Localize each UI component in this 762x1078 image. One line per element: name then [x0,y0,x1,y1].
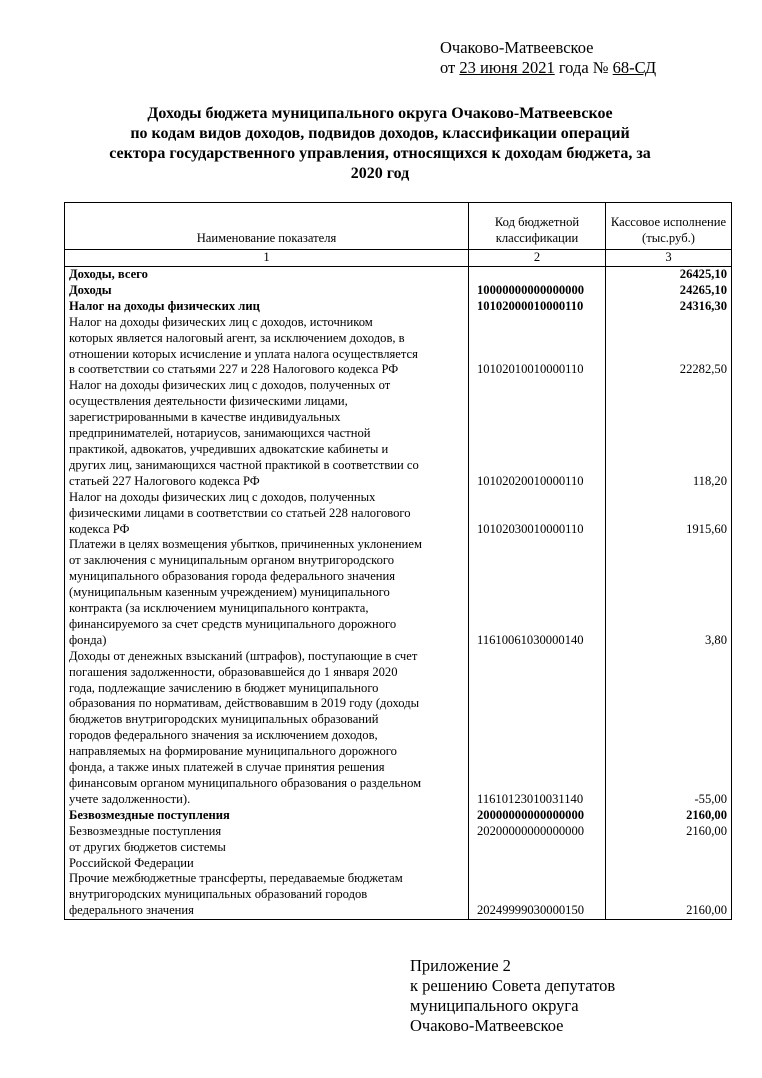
decision-prefix: от [440,58,460,77]
row-code-cell: 20000000000000000 [469,808,606,824]
appendix-line-2: к решению Совета депутатов [410,976,616,995]
column-number-row [65,250,732,267]
table-row [65,871,732,919]
row-name-cell: Прочие межбюджетные трансферты, передаваемые бюджетам внутригородских муниципальных образований городов федерального значения [65,871,469,919]
table-row [65,378,732,489]
row-name-cell: Доходы, всего [65,267,469,283]
appendix-line-3: муниципального округа [410,996,579,1015]
table-row [65,490,732,538]
row-code-cell: 11610061030000140 [469,537,606,648]
row-value-cell: 24265,10 [606,283,732,299]
row-code-cell: 10102020010000110 [469,378,606,489]
row-code-cell: 10102000010000110 [469,299,606,315]
table-row [65,299,732,315]
table-row [65,283,732,299]
title-line-2: по кодам видов доходов, подвидов доходов, классификации операций [130,125,630,142]
title-line-3: сектора государственного управления, относящихся к доходам бюджета, за [109,145,651,162]
row-value-cell: -55,00 [606,649,732,808]
row-name-cell: Налог на доходы физических лиц с доходов, источником которых является налоговый агент, за исключением доходов, в отношении которых исчисление и уплата налога осуществляется в соответствии со статьями 227 и 228 Налогового кодекса РФ [65,315,469,379]
header-name-cell: Наименование показателя [65,203,469,250]
row-value-cell: 2160,00 [606,824,732,872]
column-number-3: 3 [606,250,732,267]
row-name-cell: Безвозмездные поступления от других бюджетов системы Российской Федерации [65,824,469,872]
decision-number: 68-СД [612,58,657,77]
header-district: Очаково-Матвеевское [440,38,594,57]
table-body [65,267,732,920]
appendix-line-4: Очаково-Матвеевское [410,1016,564,1035]
row-value-cell: 1915,60 [606,490,732,538]
table-row [65,649,732,808]
row-name-cell: Платежи в целях возмещения убытков, причиненных уклонением от заключения с муниципальным органом внутригородского муниципального образования города федерального значения (муниципальным казенным учреждением) муниципального контракта (за исключением муниципального контракта, финансируемого за счет средств муниципального дорожного фонда) [65,537,469,648]
row-value-cell: 2160,00 [606,871,732,919]
row-value-cell: 2160,00 [606,808,732,824]
table-row [65,537,732,648]
column-number-2: 2 [469,250,606,267]
revenue-table [64,202,732,920]
row-value-cell: 24316,30 [606,299,732,315]
document-title [66,104,694,184]
appendix-note [410,956,615,1036]
title-line-1: Доходы бюджета муниципального округа Очаково-Матвеевское [147,105,613,122]
decision-mid: года № [554,58,613,77]
row-name-cell: Доходы [65,283,469,299]
row-code-cell: 10102030010000110 [469,490,606,538]
row-value-cell: 26425,10 [606,267,732,283]
row-name-cell: Безвозмездные поступления [65,808,469,824]
row-value-cell: 118,20 [606,378,732,489]
row-code-cell: 10000000000000000 [469,283,606,299]
table-header-row [65,203,732,250]
table-row [65,267,732,283]
table-row [65,824,732,872]
row-name-cell: Доходы от денежных взысканий (штрафов), поступающие в счет погашения задолженности, образовавшейся до 1 января 2020 года, подлежащие зачислению в бюджет муниципального образования по нормативам, действовавшим в 2019 году (доходы бюджетов внутригородских муниципальных образований городов федерального значения за исключением доходов, направляемых на формирование муниципального дорожного фонда, а также иных платежей в случае принятия решения финансовым органом муниципального образования о раздельном учете задолженности). [65,649,469,808]
row-code-cell: 10102010010000110 [469,315,606,379]
row-name-cell: Налог на доходы физических лиц с доходов, полученных физическими лицами в соответствии со статьей 228 налогового кодекса РФ [65,490,469,538]
row-value-cell: 22282,50 [606,315,732,379]
header-value-cell: Кассовое исполнение (тыс.руб.) [606,203,732,250]
row-code-cell: 20249999030000150 [469,871,606,919]
row-value-cell: 3,80 [606,537,732,648]
row-code-cell [469,267,606,283]
decision-date: 23 июня 2021 [459,58,555,77]
table-row [65,315,732,379]
header-code-cell: Код бюджетной классификации [469,203,606,250]
title-line-4: 2020 год [350,165,410,182]
row-code-cell: 11610123010031140 [469,649,606,808]
appendix-line-1: Приложение 2 [410,956,511,975]
row-name-cell: Налог на доходы физических лиц с доходов, полученных от осуществления деятельности физическими лицами, зарегистрированными в качестве индивидуальных предпринимателей, нотариусов, занимающихся частной практикой, адвокатов, учредивших адвокатские кабинеты и других лиц, занимающихся частной практикой в соответствии со статьей 227 Налогового кодекса РФ [65,378,469,489]
column-number-1: 1 [65,250,469,267]
row-name-cell: Налог на доходы физических лиц [65,299,469,315]
header-decision-line [440,58,656,78]
row-code-cell: 20200000000000000 [469,824,606,872]
table-row [65,808,732,824]
